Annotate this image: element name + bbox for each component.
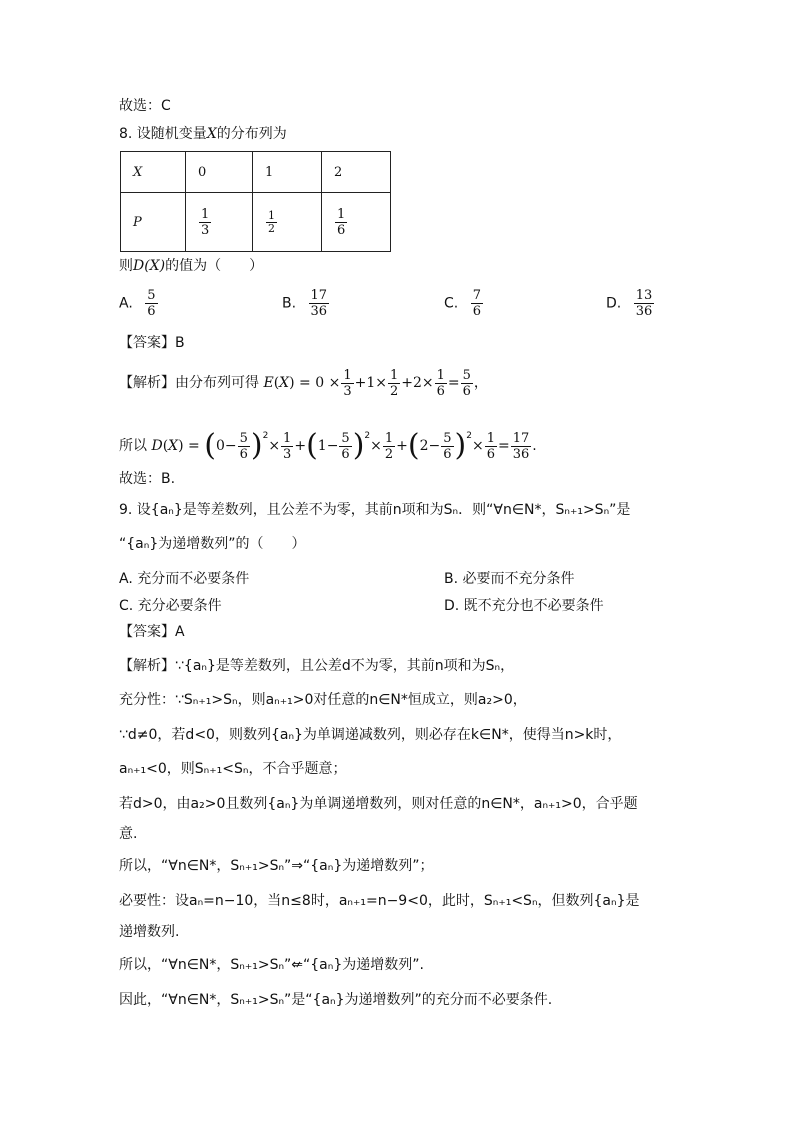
q8-option-a[interactable]: A. $\frac{5}{6}$ xyxy=(119,288,156,319)
q8-stem-tail: 的分布列为 xyxy=(216,126,287,142)
q8-option-d[interactable]: D. $\frac{13}{36}$ xyxy=(606,288,653,319)
q9-option-a[interactable]: A. 充分而不必要条件 xyxy=(119,571,250,587)
q9-analysis-line: 所以，“∀n∈N*，Sₙ₊₁>Sₙ”⇒“{aₙ}为递增数列”； xyxy=(119,858,434,874)
p-value: $\frac{1}{6}$ xyxy=(322,193,391,252)
q7-answer: 故选：C xyxy=(119,98,171,114)
q8-stem xyxy=(119,124,287,144)
x-value: 1 xyxy=(253,152,322,193)
analysis-label: 【解析】 xyxy=(119,375,175,391)
so-label: 所以 xyxy=(119,438,147,454)
q8-stem-text: 8. 设随机变量 xyxy=(119,126,207,142)
p-value: $\frac{1}{3}$ xyxy=(186,193,253,252)
x-value: 2 xyxy=(322,152,391,193)
q9-analysis-line: 所以，“∀n∈N*，Sₙ₊₁>Sₙ”⇍“{aₙ}为递增数列”. xyxy=(119,957,424,973)
q9-option-b[interactable]: B. 必要而不充分条件 xyxy=(444,571,575,587)
distribution-table xyxy=(120,151,391,252)
q8-analysis-expectation: 【解析】由分布列可得 E(X) = 0 × $\frac{1}{3}$ +1× $\frac{1}{2}$ +2× $\frac{1}{6}$ = $\frac{5}{6}$ ， xyxy=(119,367,488,399)
q9-analysis-line: 因此，“∀n∈N*，Sₙ₊₁>Sₙ”是“{aₙ}为递增数列”的充分而不必要条件. xyxy=(119,992,553,1008)
q8-analysis-variance: 所以 D(X) = (0− $\frac{5}{6}$ )$^2$× $\frac{1}{3}$ +(1− $\frac{5}{6}$ )$^2$× $\frac{1}{2}$ +(2− $\frac{5}{6}$ )$^2$× $\frac{1}{6}$ = $\frac{17}{36}$ . xyxy=(119,428,537,463)
q9-option-d[interactable]: D. 既不充分也不必要条件 xyxy=(444,598,604,614)
p-label: P xyxy=(121,193,186,252)
q9-analysis-line: 递增数列. xyxy=(119,924,180,940)
option-label: A. xyxy=(119,295,133,312)
option-label: C. xyxy=(444,295,459,312)
q8-conclusion: 故选：B. xyxy=(119,471,176,487)
analysis-text: 由分布列可得 xyxy=(175,375,259,391)
q9-analysis-line: 充分性：∵Sₙ₊₁>Sₙ，则aₙ₊₁>0对任意的n∈N*恒成立，则a₂>0， xyxy=(119,692,527,708)
q9-stem-line1: 9. 设{aₙ}是等差数列，且公差不为零，其前n项和为Sₙ．则“∀n∈N*，Sₙ₊₁>Sₙ”是 xyxy=(119,502,631,518)
q9-analysis-line: 若d>0，由a₂>0且数列{aₙ}为单调递增数列，则对任意的n∈N*，aₙ₊₁>0，合乎题 xyxy=(119,796,638,812)
q9-analysis-line: 【解析】∵{aₙ}是等差数列，且公差d不为零，其前n项和为Sₙ， xyxy=(119,658,515,674)
q9-analysis-line: 意. xyxy=(119,826,138,842)
q9-stem-line2: “{aₙ}为递增数列”的（ ） xyxy=(119,536,306,552)
q9-analysis-line: 必要性：设aₙ=n−10，当n≤8时，aₙ₊₁=n−9<0，此时，Sₙ₊₁<Sₙ，但数列{aₙ}是 xyxy=(119,893,640,909)
q8-answer: 【答案】B xyxy=(119,335,185,351)
q8-question xyxy=(119,256,263,276)
table-row-x xyxy=(121,152,391,193)
option-label: D. xyxy=(606,295,622,312)
q9-answer: 【答案】A xyxy=(119,624,185,640)
q8-option-c[interactable]: C. $\frac{7}{6}$ xyxy=(444,288,481,319)
x-label: X xyxy=(121,152,186,193)
q8-question-prefix: 则 xyxy=(119,258,133,274)
x-value: 0 xyxy=(186,152,253,193)
q8-var: X xyxy=(206,126,217,142)
q9-analysis-line: aₙ₊₁<0，则Sₙ₊₁<Sₙ，不合乎题意； xyxy=(119,761,347,777)
q8-question-expr: D(X) xyxy=(133,258,166,274)
table-row-p xyxy=(121,193,391,252)
q8-question-suffix: 的值为（ ） xyxy=(165,258,264,274)
q9-analysis-line: ∵d≠0，若d<0，则数列{aₙ}为单调递减数列，则必存在k∈N*，使得当n>k时， xyxy=(119,727,622,743)
p-value: $\frac{1}{2}$ xyxy=(253,193,322,252)
option-label: B. xyxy=(282,295,297,312)
q9-option-c[interactable]: C. 充分必要条件 xyxy=(119,598,222,614)
q8-option-b[interactable]: B. $\frac{17}{36}$ xyxy=(282,288,328,319)
